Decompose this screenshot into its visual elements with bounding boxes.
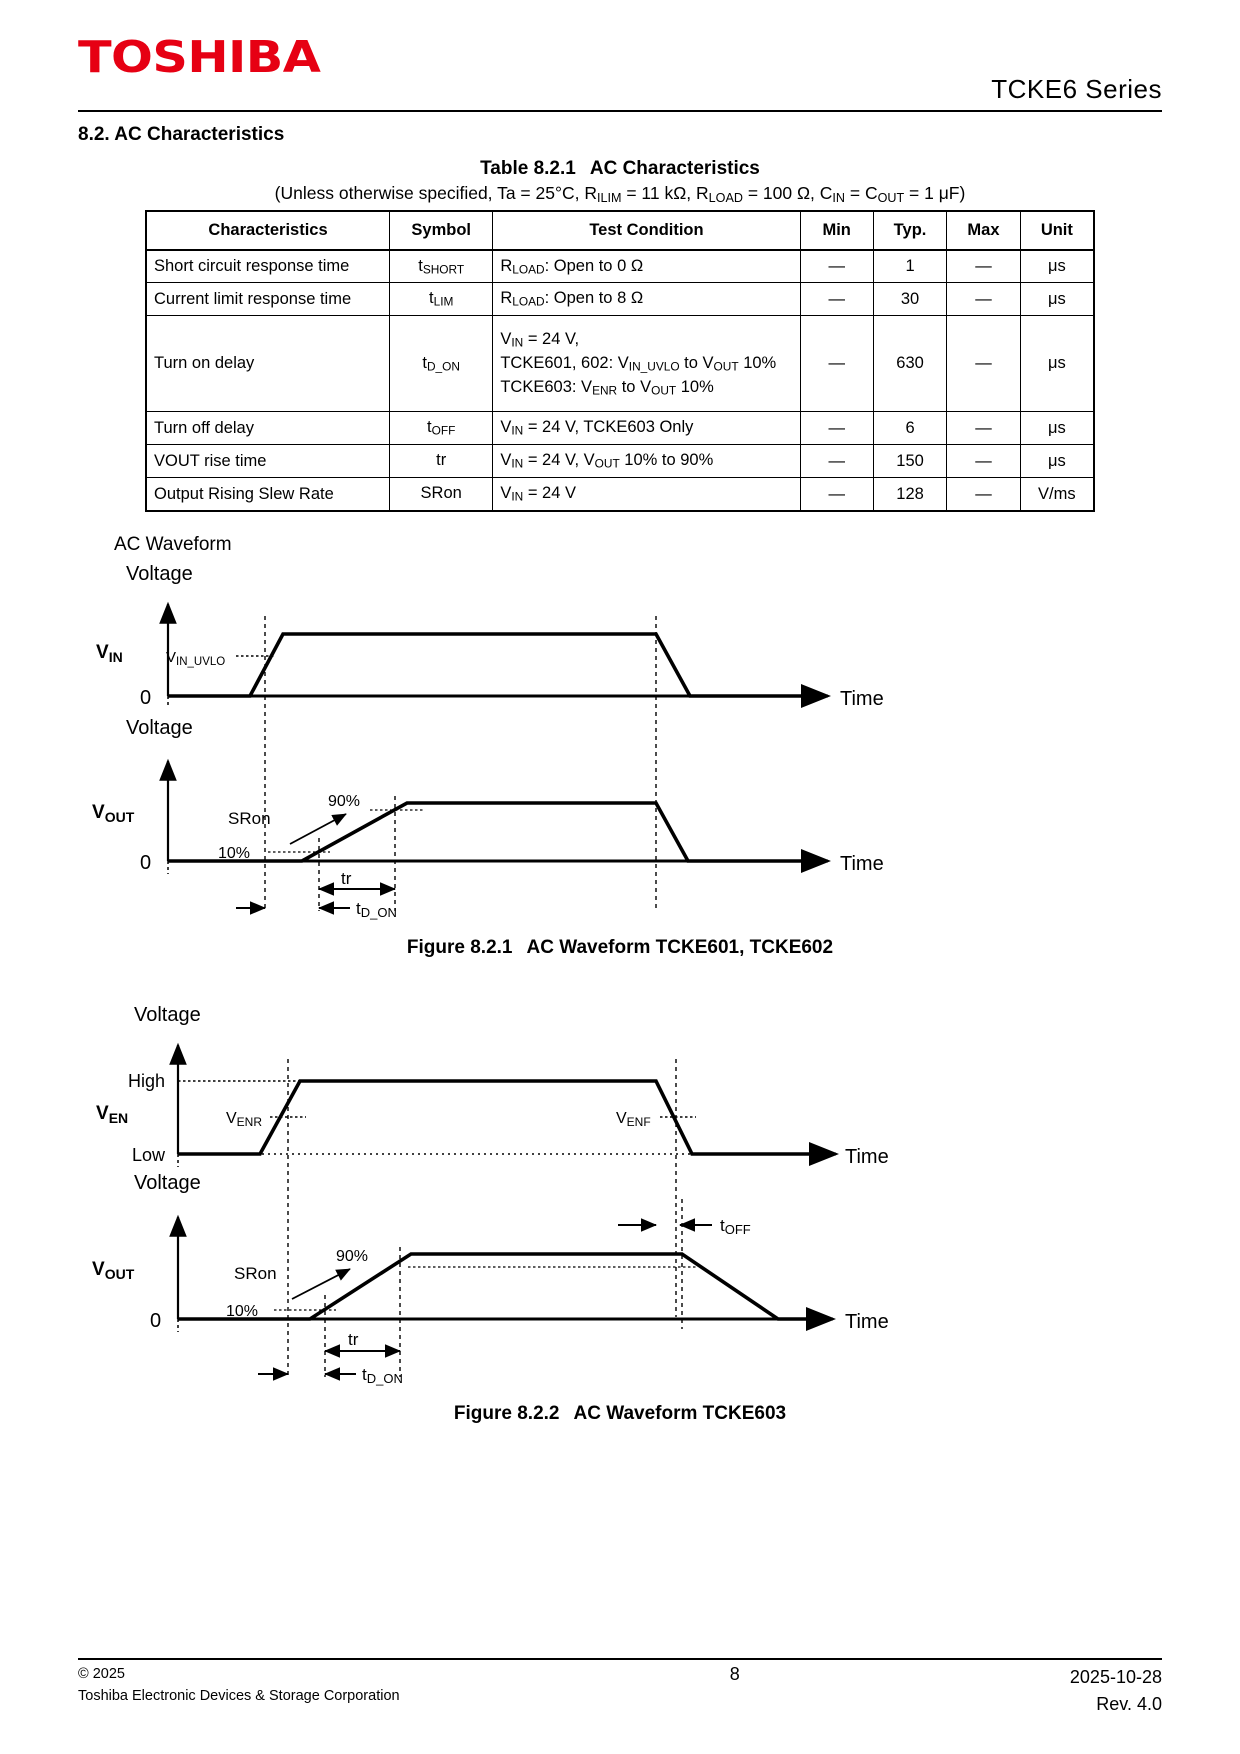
cell-typ: 1: [873, 250, 946, 283]
figure-8-2-2-caption: [78, 1403, 1162, 1425]
table-condition-note: (Unless otherwise specified, Ta = 25°C, $R_{ILIM} = 11$ kΩ, $R_{LOAD} = 100$ Ω, $C_{IN} = C_{OUT} = 1$ μF): [274, 183, 966, 205]
table-row: [146, 412, 1094, 445]
figure-8-2-2: [78, 999, 1162, 1425]
fig2-signal-label-vout: $V_{OUT}$: [92, 1258, 135, 1282]
fig1-signal-label-vin: $V_{IN}$: [96, 641, 123, 665]
table-row: [146, 445, 1094, 478]
footer-page-number: 8: [729, 1664, 740, 1684]
cell-symbol: tr: [390, 445, 493, 478]
cell-test-condition: $V_{IN} = 24$ V, TCKE601, 602: $V_{IN\_UVLO}$ to $V_{OUT}$ 10% TCKE603: $V_{ENR}$ to $V_{OUT}$ 10%: [493, 316, 800, 412]
fig1-time-label-top: Time: [840, 687, 884, 710]
cell-symbol: $t_{LIM}$: [390, 283, 493, 316]
fig1-annot-tr: tr: [341, 868, 352, 888]
cell-characteristics: Turn on delay: [146, 316, 390, 412]
fig2-sron-arrow: [292, 1269, 350, 1299]
footer-revision: Rev. 4.0: [1096, 1694, 1162, 1714]
fig1-annot-10pct: 10%: [218, 844, 251, 862]
cell-test-condition: $V_{IN} = 24$ V, $V_{OUT}$ 10% to 90%: [493, 445, 800, 478]
header-divider: [78, 110, 1162, 112]
fig2-caption-label: Figure 8.2.2: [453, 1402, 560, 1424]
fig1-top-axis-label: Voltage: [126, 562, 193, 585]
product-series-title: TCKE6 Series: [991, 74, 1162, 104]
cell-characteristics: Output Rising Slew Rate: [146, 478, 390, 511]
ac-characteristics-table: [145, 210, 1095, 512]
cell-symbol: SRon: [390, 478, 493, 511]
table-row: [146, 316, 1094, 412]
col-header-min: Min: [800, 211, 873, 250]
page-footer: [78, 1658, 1162, 1718]
cell-unit: μs: [1020, 445, 1094, 478]
cell-unit: V/ms: [1020, 478, 1094, 511]
page-header: [78, 30, 1162, 108]
cell-test-condition: $R_{LOAD}$: Open to 0 Ω: [493, 250, 800, 283]
footer-date: 2025-10-28: [1069, 1667, 1162, 1687]
table-title-label: Table 8.2.1: [480, 158, 576, 179]
cell-min: —: [800, 445, 873, 478]
fig1-annot-tdon: tD_ON: [356, 898, 397, 920]
cell-characteristics: Short circuit response time: [146, 250, 390, 283]
fig2-time-label-top: Time: [845, 1145, 889, 1168]
table-title: [78, 158, 1162, 180]
col-header-symbol: Symbol: [390, 211, 493, 250]
fig1-annot-vin-uvlo: $V_{IN\_UVLO}$: [166, 648, 226, 668]
col-header-typ: Typ.: [873, 211, 946, 250]
fig1-annot-sron: SRon: [228, 808, 271, 828]
cell-max: —: [947, 316, 1020, 412]
cell-min: —: [800, 412, 873, 445]
figure-8-2-1-caption: [78, 937, 1162, 959]
cell-typ: 128: [873, 478, 946, 511]
figure-8-2-1-svg: [78, 556, 1162, 931]
table-row: [146, 283, 1094, 316]
cell-test-condition: $R_{LOAD}$: Open to 8 Ω: [493, 283, 800, 316]
footer-right: [1070, 1664, 1162, 1718]
col-header-unit: Unit: [1020, 211, 1094, 250]
cell-characteristics: VOUT rise time: [146, 445, 390, 478]
table-row: [146, 250, 1094, 283]
cell-min: —: [800, 316, 873, 412]
toshiba-logo: TOSHIBA: [78, 32, 321, 83]
cell-test-condition: $V_{IN} = 24$ V, TCKE603 Only: [493, 412, 800, 445]
section-heading: 8.2. AC Characteristics: [78, 124, 285, 145]
col-header-max: Max: [947, 211, 1020, 250]
fig2-top-axis-label: Voltage: [134, 1003, 201, 1026]
cell-max: —: [947, 250, 1020, 283]
fig1-zero-label-top: 0: [140, 686, 152, 709]
table-header-row: [146, 211, 1094, 250]
cell-test-condition: $V_{IN} = 24$ V: [493, 478, 800, 511]
col-header-characteristics: Characteristics: [146, 211, 390, 250]
col-header-test-condition: Test Condition: [493, 211, 800, 250]
cell-typ: 30: [873, 283, 946, 316]
fig2-level-low-label: Low: [132, 1144, 166, 1165]
fig2-annot-venr: VENR: [226, 1109, 263, 1129]
fig2-bottom-axis-label: Voltage: [134, 1171, 201, 1194]
cell-characteristics: Current limit response time: [146, 283, 390, 316]
table-row: [146, 478, 1094, 511]
fig1-signal-label-vout: $V_{OUT}$: [92, 801, 135, 825]
cell-min: —: [800, 250, 873, 283]
fig1-time-label-bottom: Time: [840, 852, 884, 875]
cell-typ: 6: [873, 412, 946, 445]
footer-divider: [78, 1658, 1162, 1660]
fig2-annot-tr: tr: [348, 1329, 359, 1349]
fig1-annot-90pct: 90%: [328, 792, 361, 810]
fig2-level-high-label: High: [128, 1070, 166, 1091]
fig2-annot-toff: tOFF: [720, 1215, 751, 1237]
table-title-text: AC Characteristics: [589, 158, 760, 179]
figure-8-2-1: [78, 556, 1162, 959]
cell-min: —: [800, 478, 873, 511]
fig1-bottom-axis-label: Voltage: [126, 716, 193, 739]
footer-copyright: © 2025: [78, 1666, 125, 1682]
cell-unit: μs: [1020, 250, 1094, 283]
fig1-caption-label: Figure 8.2.1: [406, 936, 513, 958]
cell-unit: μs: [1020, 316, 1094, 412]
fig1-zero-label-bottom: 0: [140, 851, 152, 874]
fig2-annot-10pct: 10%: [226, 1302, 259, 1320]
fig2-zero-label-bottom: 0: [150, 1309, 162, 1332]
cell-max: —: [947, 412, 1020, 445]
fig2-annot-tdon: tD_ON: [362, 1364, 403, 1386]
cell-unit: μs: [1020, 412, 1094, 445]
cell-max: —: [947, 445, 1020, 478]
ac-waveform-heading: AC Waveform: [114, 533, 232, 555]
cell-typ: 150: [873, 445, 946, 478]
cell-symbol: $t_{SHORT}$: [390, 250, 493, 283]
fig2-annot-90pct: 90%: [336, 1247, 369, 1265]
cell-symbol: $t_{OFF}$: [390, 412, 493, 445]
footer-company: Toshiba Electronic Devices & Storage Corporation: [78, 1687, 400, 1704]
figure-8-2-2-svg: [78, 999, 1162, 1399]
fig2-time-label-bottom: Time: [845, 1310, 889, 1333]
fig2-caption-text: AC Waveform TCKE603: [573, 1402, 787, 1424]
fig2-signal-label-ven: $V_{EN}$: [96, 1102, 129, 1126]
cell-symbol: $t_{D\_ON}$: [390, 316, 493, 412]
cell-min: —: [800, 283, 873, 316]
fig2-annot-venf: VENF: [616, 1109, 651, 1129]
cell-max: —: [947, 283, 1020, 316]
cell-max: —: [947, 478, 1020, 511]
cell-typ: 630: [873, 316, 946, 412]
cell-unit: μs: [1020, 283, 1094, 316]
fig2-annot-sron: SRon: [234, 1263, 277, 1283]
cell-characteristics: Turn off delay: [146, 412, 390, 445]
fig1-caption-text: AC Waveform TCKE601, TCKE602: [526, 936, 834, 958]
footer-left: [78, 1664, 400, 1708]
